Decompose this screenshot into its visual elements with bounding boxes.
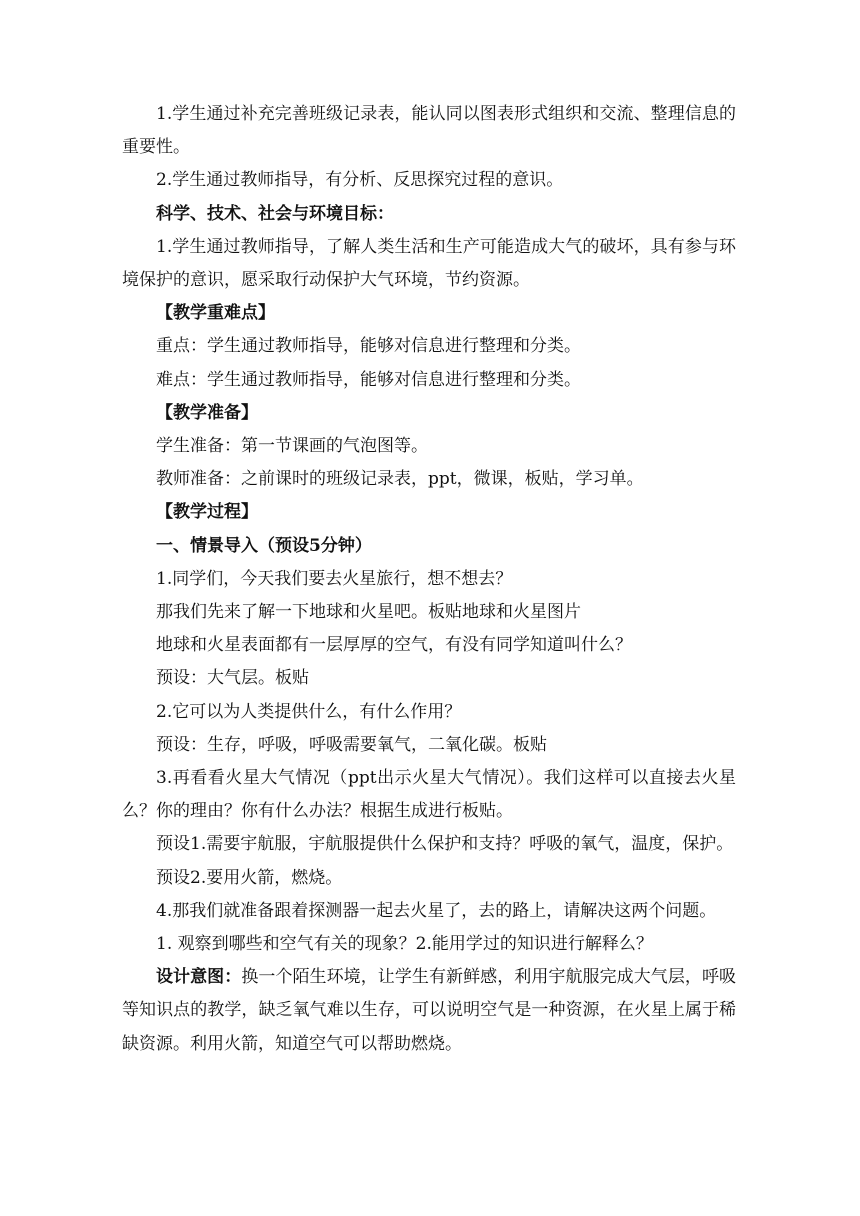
design-intent-text: 换一个陌生环境，让学生有新鲜感，利用宇航服完成大气层，呼吸等知识点的教学，缺乏氧气难以生存，可以说明空气是一种资源，在火星上属于稀缺资源。利用火箭，知道空气可以帮助燃烧。 <box>122 967 737 1054</box>
paragraph: 预设：大气层。板贴 <box>156 668 309 689</box>
paragraph: 3.再看看火星大气情况（ppt出示火星大气情况）。我们这样可以直接去火星么？你的理由？你有什么办法？根据生成进行板贴。 <box>122 768 736 822</box>
section-heading: 【教学准备】 <box>156 402 258 423</box>
paragraph: 2.它可以为人类提供什么，有什么作用？ <box>156 701 462 722</box>
paragraph: 学生准备：第一节课画的气泡图等。 <box>156 436 428 457</box>
paragraph: 难点：学生通过教师指导，能够对信息进行整理和分类。 <box>156 369 581 390</box>
paragraph: 预设：生存，呼吸，呼吸需要氧气，二氧化碳。板贴 <box>156 734 547 755</box>
paragraph: 地球和火星表面都有一层厚厚的空气，有没有同学知道叫什么？ <box>156 635 632 656</box>
paragraph: 1.学生通过教师指导，了解人类生活和生产可能造成大气的破坏，具有参与环境保护的意识，愿采取行动保护大气环境，节约资源。 <box>122 236 736 291</box>
design-intent-label: 设计意图： <box>156 967 242 988</box>
paragraph: 预设2.要用火箭，燃烧。 <box>156 867 343 888</box>
section-heading: 科学、技术、社会与环境目标： <box>156 203 394 224</box>
section-heading: 一、情景导入（预设5分钟） <box>156 535 372 556</box>
paragraph: 1.同学们，今天我们要去火星旅行，想不想去？ <box>156 568 513 589</box>
paragraph: 1. 观察到哪些和空气有关的现象？2.能用学过的知识进行解释么？ <box>156 934 653 955</box>
paragraph: 教师准备：之前课时的班级记录表，ppt，微课，板贴，学习单。 <box>156 469 644 490</box>
document-body <box>122 98 736 1061</box>
section-heading: 【教学重难点】 <box>156 303 275 324</box>
paragraph: 4.那我们就准备跟着探测器一起去火星了，去的路上，请解决这两个问题。 <box>156 900 717 921</box>
section-heading: 【教学过程】 <box>156 502 258 523</box>
paragraph: 1.学生通过补充完善班级记录表，能认同以图表形式组织和交流、整理信息的重要性。 <box>122 104 736 158</box>
paragraph: 那我们先来了解一下地球和火星吧。板贴地球和火星图片 <box>156 602 581 623</box>
design-intent-paragraph <box>122 961 736 1061</box>
paragraph: 预设1.需要宇航服，宇航服提供什么保护和支持？呼吸的氧气，温度，保护。 <box>156 834 734 855</box>
paragraph: 2.学生通过教师指导，有分析、反思探究过程的意识。 <box>156 170 564 191</box>
paragraph: 重点：学生通过教师指导，能够对信息进行整理和分类。 <box>156 336 581 357</box>
